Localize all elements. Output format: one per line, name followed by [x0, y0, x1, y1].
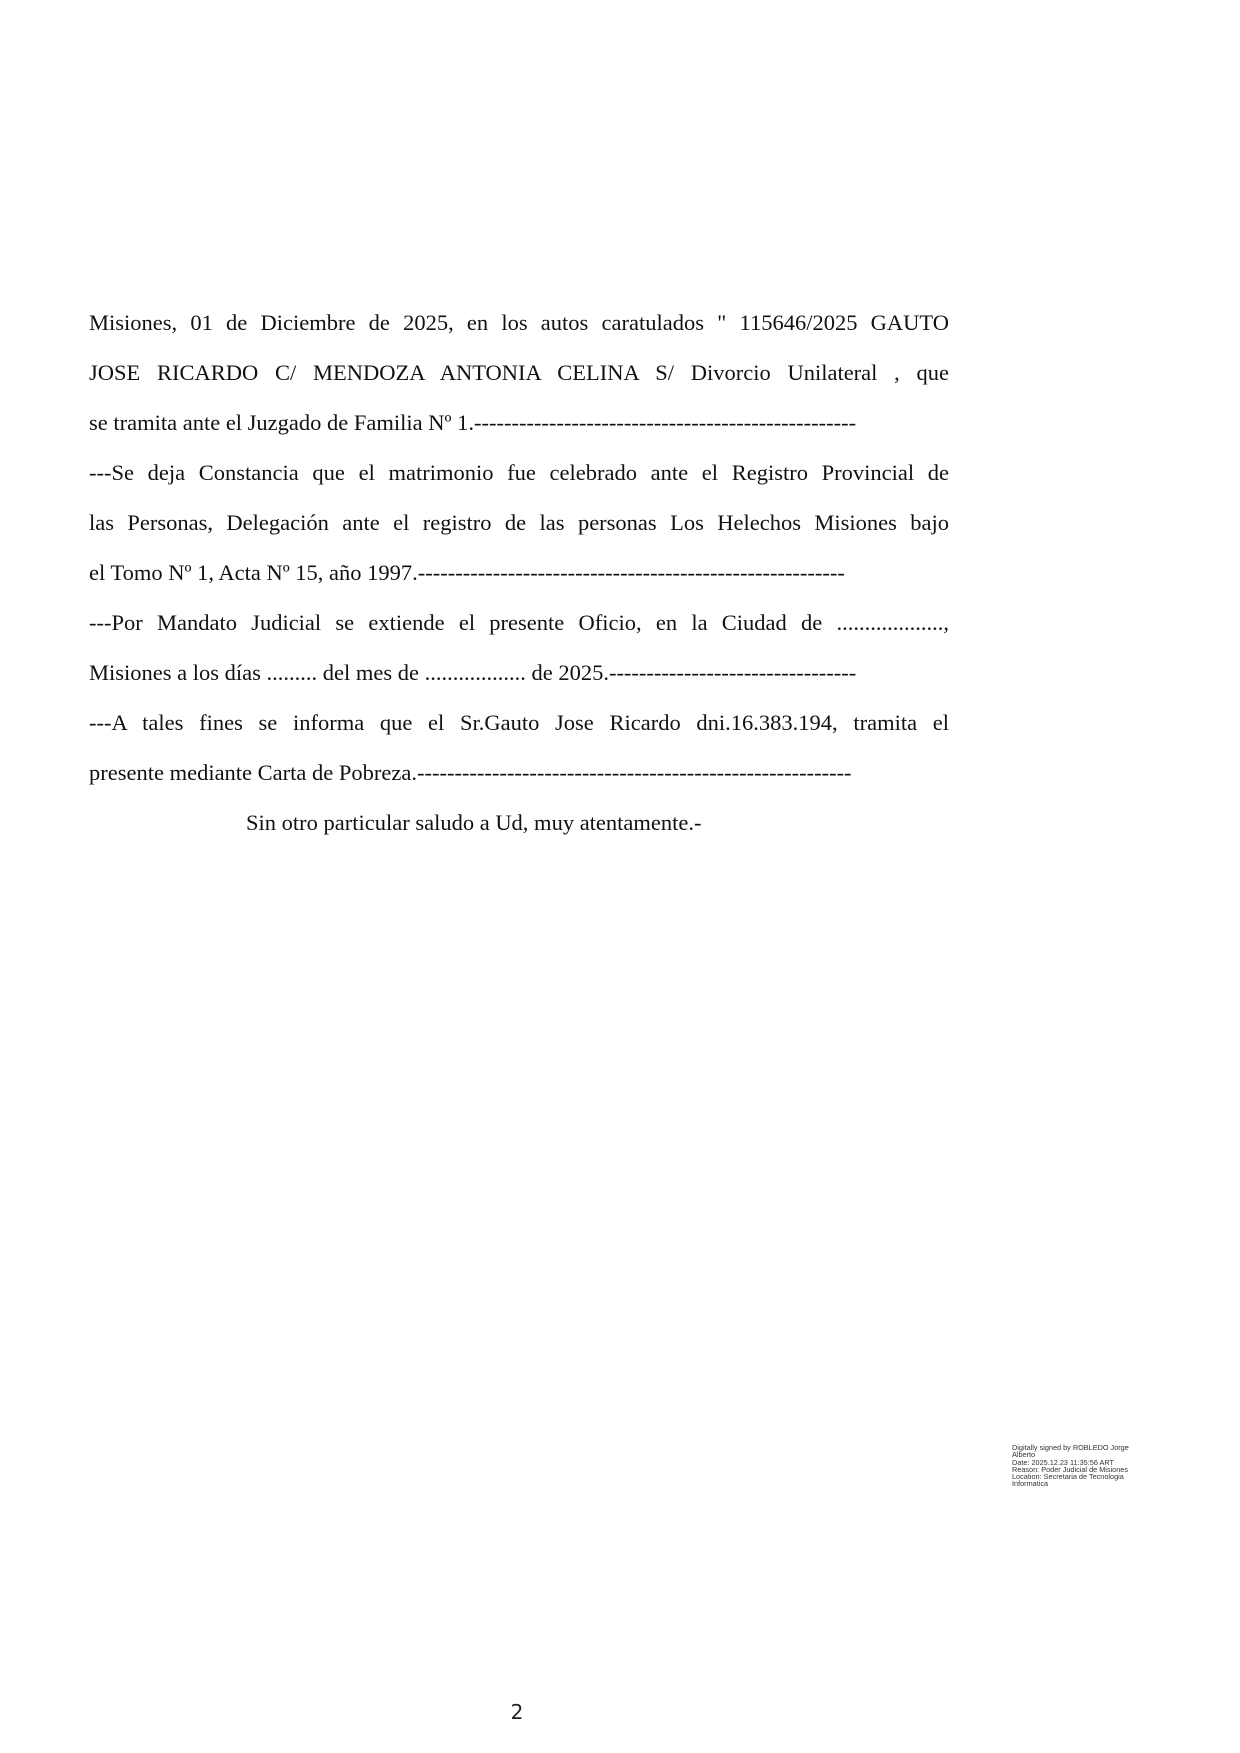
body-line-7: ---Por Mandato Judicial se extiende el presente Oficio, en la Ciudad de ...................,: [89, 610, 949, 635]
signature-signer: Digitally signed by ROBLEDO Jorge: [1012, 1443, 1129, 1452]
page-number: 2: [510, 1700, 524, 1724]
signature-signer-cont: Alberto: [1012, 1450, 1036, 1460]
digital-signature-stamp: [1012, 1444, 1162, 1488]
closing-line: Sin otro particular saludo a Ud, muy atentamente.-: [246, 810, 702, 835]
body-line-1: Misiones, 01 de Diciembre de 2025, en los autos caratulados " 115646/2025 GAUTO: [89, 310, 949, 335]
signature-reason: Reason: Poder Judicial de Misiones: [1012, 1464, 1129, 1474]
body-line-9: ---A tales fines se informa que el Sr.Gauto Jose Ricardo dni.16.383.194, tramita el: [89, 710, 949, 735]
document-body: [89, 298, 949, 848]
signature-date: Date: 2025.12.23 11:35:56 ART: [1012, 1457, 1114, 1467]
body-line-6: el Tomo Nº 1, Acta Nº 15, año 1997.---------------------------------------------------------: [89, 560, 845, 585]
body-line-5: las Personas, Delegación ante el registro de las personas Los Helechos Misiones bajo: [89, 510, 949, 535]
body-line-8: Misiones a los días ......... del mes de .................. de 2025.---------------------------------: [89, 660, 857, 685]
body-line-3: se tramita ante el Juzgado de Familia Nº 1.---------------------------------------------------: [89, 410, 857, 435]
signature-location: Location: Secretaria de Tecnologia: [1012, 1472, 1124, 1482]
body-line-4: ---Se deja Constancia que el matrimonio fue celebrado ante el Registro Provincial de: [89, 460, 949, 485]
body-line-10: presente mediante Carta de Pobreza.----------------------------------------------------------: [89, 760, 852, 785]
body-line-2: JOSE RICARDO C/ MENDOZA ANTONIA CELINA S/ Divorcio Unilateral , que: [89, 360, 949, 385]
signature-location-cont: Informatica: [1012, 1479, 1049, 1489]
